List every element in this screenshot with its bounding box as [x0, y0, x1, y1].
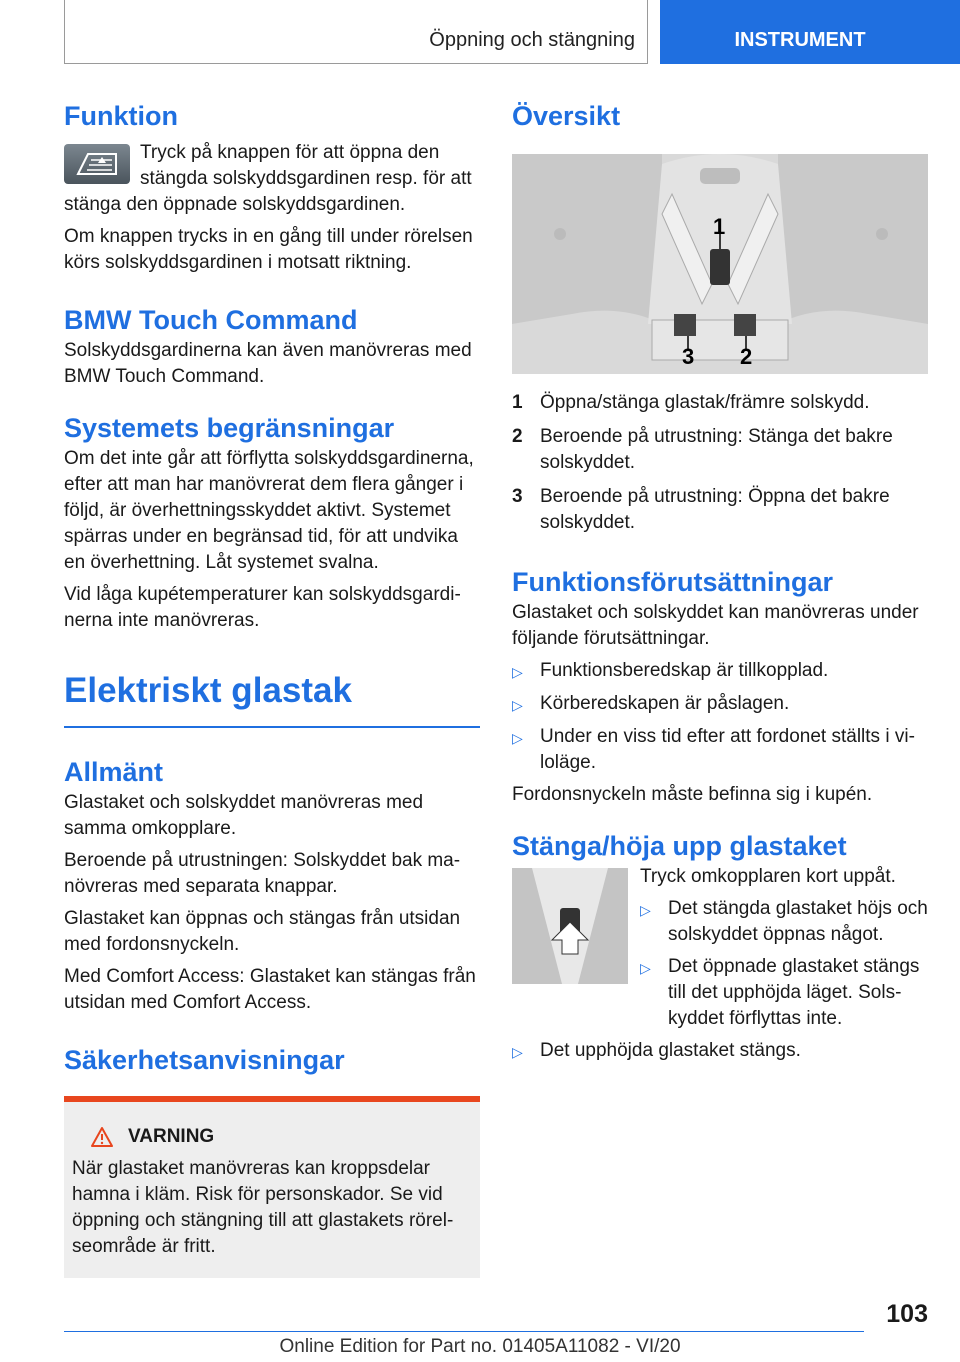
list-item: [512, 724, 928, 776]
item-text: Under en viss tid efter att fordonet ställts i viloläge.: [540, 726, 915, 773]
limits-heading: Systemets begränsningar: [64, 413, 395, 443]
main-section-title: Elektriskt glastak: [64, 671, 352, 710]
header-chapter-label: INSTRUMENT: [734, 29, 866, 51]
item-text: Öppna/stänga glastak/främre solskydd.: [540, 392, 870, 413]
close-intro: Tryck omkopplaren kort uppåt.: [640, 866, 896, 887]
callout-1: 1: [713, 214, 726, 239]
item-number: 1: [512, 392, 523, 413]
oversikt-heading: Översikt: [512, 101, 621, 131]
header-section-title: Öppning och stängning: [429, 29, 635, 51]
sunblind-button-icon: [64, 144, 130, 184]
item-text: Det upphöjda glastaket stängs.: [540, 1040, 801, 1061]
header-section-box: [64, 0, 648, 64]
item-text: Det öppnade glastaket stängs till det upphöjda läget. Solskyddet förflyttas inte.: [668, 956, 920, 1029]
list-item: [512, 424, 928, 476]
close-list: [640, 896, 928, 1032]
item-number: 3: [512, 486, 523, 507]
list-item: [512, 390, 928, 416]
limits-text-2: Vid låga kupétemperaturer kan solskyddsgardinerna inte manövreras.: [64, 584, 461, 631]
allmant-text-2: Beroende på utrustningen: Solskyddet bak manövreras med separata knappar.: [64, 850, 461, 897]
bullet-triangle-icon: ▷: [640, 960, 651, 976]
warning-triangle-icon: [90, 1126, 114, 1148]
item-number: 2: [512, 426, 523, 447]
item-text: Det stängda glastaket höjs och solskyddet öppnas något.: [668, 898, 928, 945]
left-column: [64, 98, 480, 1278]
prereq-heading: Funktionsförutsättningar: [512, 567, 833, 597]
safety-heading: Säkerhetsanvisningar: [64, 1045, 345, 1075]
close-list-last: [512, 1038, 928, 1065]
touch-command-heading: BMW Touch Command: [64, 305, 358, 335]
callout-2: 2: [740, 344, 753, 369]
allmant-heading: Allmänt: [64, 757, 164, 787]
list-item: [512, 1038, 928, 1065]
warning-box: [64, 1096, 480, 1278]
limits-text-1: Om det inte går att förflytta solskyddsgardinerna, efter att man har manövrerat dem flera gånger i följd, är överhettningsskyddet aktivt. Systemet spärras under en begränsad tid, för att undvika en överhettning. Låt systemet svalna.: [64, 448, 474, 573]
allmant-text-4: Med Comfort Access: Glastaket kan stängas från utsidan med Comfort Access.: [64, 966, 476, 1013]
roof-console-photo: [512, 154, 928, 374]
footer-rule: [64, 1331, 864, 1332]
switch-up-photo: [512, 868, 628, 984]
funktion-heading: Funktion: [64, 101, 178, 131]
item-text: Körberedskapen är påslagen.: [540, 693, 790, 714]
warning-label: VARNING: [128, 1126, 215, 1147]
footer-edition: Online Edition for Part no. 01405A11082 - VI/20: [279, 1336, 681, 1357]
bullet-triangle-icon: ▷: [640, 902, 651, 918]
item-text: Beroende på utrustning: Öppna det bakre solskyddet.: [540, 486, 890, 533]
allmant-text-3: Glastaket kan öppnas och stängas från utsidan med fordonsnyckeln.: [64, 908, 461, 955]
funktion-text-1: Tryck på knappen för att öppna den stängda solskyddsgardinen resp. för att stänga den öppnade solskyddsgardinen.: [64, 142, 472, 215]
bullet-triangle-icon: ▷: [512, 730, 523, 746]
list-item: [640, 954, 928, 1032]
list-item: [512, 658, 928, 685]
item-text: Beroende på utrustning: Stänga det bakre solskyddet.: [540, 426, 893, 473]
prereq-outro: Fordonsnyckeln måste befinna sig i kupén.: [512, 784, 873, 805]
list-item: [640, 896, 928, 948]
funktion-text-2: Om knappen trycks in en gång till under rörelsen körs solskyddsgardinen i motsatt riktning.: [64, 226, 473, 273]
item-text: Funktionsberedskap är tillkopplad.: [540, 660, 829, 681]
right-column: [512, 98, 928, 1065]
bullet-triangle-icon: ▷: [512, 664, 523, 680]
overview-list: [512, 390, 928, 536]
close-heading: Stänga/höja upp glastaket: [512, 831, 847, 861]
list-item: [512, 484, 928, 536]
list-item: [512, 691, 928, 718]
header-chapter-tab[interactable]: [660, 0, 960, 64]
warning-text: När glastaket manövreras kan kroppsdelar hamna i kläm. Risk för personskador. Se vid öppning och stängning till att glastakets rörelseområde är fritt.: [72, 1158, 454, 1257]
prereq-list: [512, 658, 928, 776]
touch-command-text: Solskyddsgardinerna kan även manövreras med BMW Touch Command.: [64, 340, 472, 387]
callout-3: 3: [682, 344, 695, 369]
prereq-intro: Glastaket och solskyddet kan manövreras under följande förutsättningar.: [512, 602, 919, 649]
bullet-triangle-icon: ▷: [512, 1044, 523, 1060]
page-number: 103: [886, 1300, 928, 1328]
allmant-text-1: Glastaket och solskyddet manövreras med samma omkopplare.: [64, 792, 424, 839]
bullet-triangle-icon: ▷: [512, 697, 523, 713]
